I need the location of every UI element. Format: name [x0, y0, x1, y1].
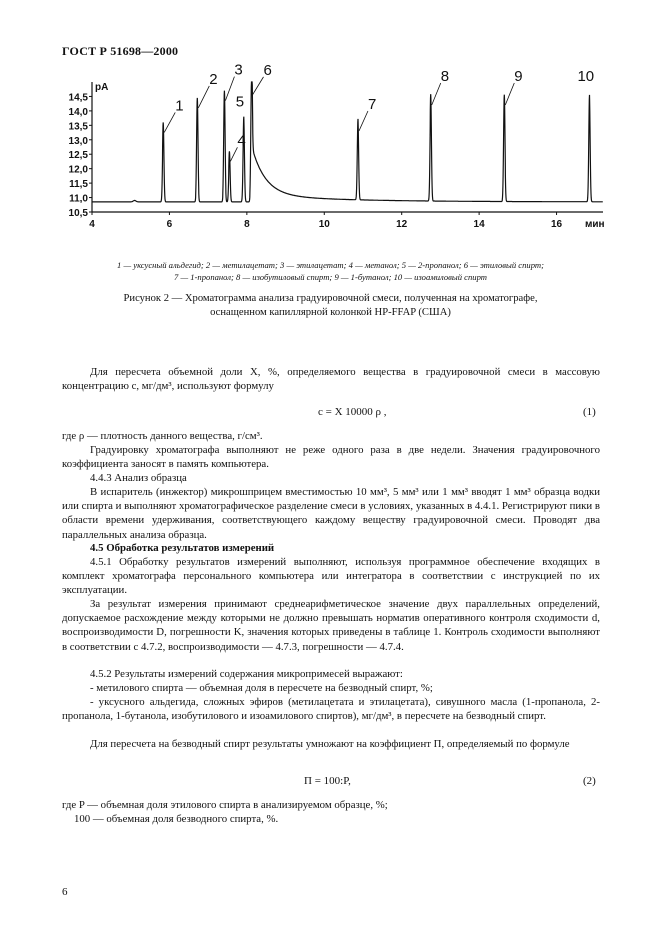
peak-label: 10 [577, 68, 595, 85]
paragraph-result: За результат измерения принимают среднеарифметическое значение двух параллельных определений, допускаемое расхождение между которыми не должно превышать норматив оперативного контроля сходимости d, воспроизводимости D, погрешности K, значения которых приведены в таблице 1. Контроль сходимости выполняют в соответствии с 4.7.2, воспроизводимости — 4.7.3, погрешности — 4.7.4. [62, 598, 600, 653]
peak-label: 7 [367, 96, 377, 113]
x-tick-label: 14 [473, 219, 485, 230]
x-tick-label: 16 [550, 219, 563, 230]
peak-label: 3 [234, 61, 243, 79]
y-tick-label: 13,0 [68, 135, 88, 147]
list-item-impurities: - уксусного альдегида, сложных эфиров (метилацетата и этилацетата), сивушного масла (1-пропанола, 2-пропанола, 1-бутанола, изобутилового и изоамилового спиртов), мг/дм³, в пересчете на безводный спирт. [62, 696, 600, 723]
subsection-4-4-3: 4.4.3 Анализ образца [90, 472, 187, 484]
peak-leader-line [198, 86, 209, 108]
peak-leader-line [252, 77, 263, 95]
equation-2: П = 100:P, [304, 775, 351, 787]
document-header: ГОСТ Р 51698—2000 [62, 44, 179, 58]
y-tick-label: 14,0 [68, 106, 88, 118]
paragraph-4-5-2: 4.5.2 Результаты измерений содержания микропримесей выражают: [90, 668, 403, 680]
peak-leader-line [225, 77, 234, 101]
x-axis-unit: мин [585, 219, 605, 230]
peak-label: 4 [237, 132, 246, 150]
y-tick-label: 14,5 [68, 92, 88, 104]
peak-leader-line [505, 83, 514, 105]
y-tick-label: 13,5 [68, 121, 88, 133]
equation-2-number: (2) [583, 775, 596, 787]
peak-label: 2 [209, 70, 218, 88]
peak-leader-line [230, 147, 237, 161]
figure-legend-line-2: 7 — 1-пропанол; 8 — изобутиловый спирт; 9 — 1-бутанол; 10 — изоамиловый спирт [174, 272, 487, 282]
peak-label: 6 [263, 61, 272, 79]
paragraph-4-5-1: 4.5.1 Обработку результатов измерений выполняют, используя программное обеспечение входящих в комплект хроматографа персонального компьютера или интегратора в соответствии с инструкцией по их эксплуатации. [62, 556, 600, 597]
chromatogram-chart [60, 61, 605, 240]
paragraph-100: 100 — объемная доля безводного спирта, %. [74, 813, 279, 825]
figure-title-line-1: Рисунок 2 — Хроматограмма анализа градуировочной смеси, полученная на хроматографе, [123, 293, 538, 304]
x-tick-label: 10 [318, 219, 330, 230]
y-tick-label: 10,5 [68, 208, 88, 219]
figure-legend-line-1: 1 — уксусный альдегид; 2 — метилацетат; 3 — этилацетат; 4 — метанол; 5 — 2-пропанол; 6 — этиловый спирт; [117, 260, 544, 270]
peak-label: 8 [440, 68, 450, 85]
y-tick-label: 12,0 [68, 164, 88, 176]
peak-leader-line [359, 111, 368, 131]
equation-1: c = X 10000 ρ , [318, 406, 387, 418]
peak-leader-line [164, 112, 175, 132]
page-number: 6 [62, 886, 68, 898]
paragraph-injection: В испаритель (инжектор) микрошприцем вместимостью 10 мм³, 5 мм³ или 1 мм³ вводят 1 мм³ образца водки или спирта и выполняют хроматографическое разделение смеси в условиях, указанных в 4.4.1. Регистрируют пики в области времени удерживания, соответствующего каждому веществу градуировочной смеси. Проводят два параллельных анализа образца. [62, 486, 600, 541]
y-tick-label: 12,5 [68, 150, 88, 162]
y-axis-unit: pA [95, 82, 109, 93]
x-tick-label: 4 [89, 219, 95, 230]
x-tick-label: 6 [166, 219, 173, 230]
paragraph-anhydrous: Для пересчета на безводный спирт результаты умножают на коэффициент П, определяемый по формуле [90, 738, 570, 750]
equation-1-number: (1) [583, 406, 596, 418]
peak-label: 9 [514, 68, 523, 85]
y-tick-label: 11,5 [69, 179, 88, 191]
paragraph-calibration: Градуировку хроматографа выполняют не реже одного раза в две недели. Значения градуировочного коэффициента заносят в память компьютера. [62, 444, 600, 471]
peak-label: 5 [235, 93, 245, 111]
peak-label: 1 [175, 97, 184, 115]
x-tick-label: 12 [396, 219, 408, 230]
x-tick-label: 8 [244, 219, 250, 230]
paragraph-where-p: где P — объемная доля этилового спирта в анализируемом образце, %; [62, 799, 388, 811]
peak-leader-line [432, 83, 441, 105]
chromatogram-trace [92, 82, 603, 202]
list-item-methanol: - метилового спирта — объемная доля в пересчете на безводный спирт, %; [90, 682, 433, 694]
paragraph-conversion: Для пересчета объемной доли X, %, определяемого вещества в градуировочной смеси в массовую концентрацию c, мг/дм³, используют формулу [62, 366, 600, 393]
figure-title-line-2: оснащенном капиллярной колонкой HP-FFAP (США) [210, 307, 451, 318]
paragraph-density: где ρ — плотность данного вещества, г/см³. [62, 430, 263, 442]
section-4-5-heading: 4.5 Обработка результатов измерений [90, 542, 275, 554]
y-tick-label: 11,0 [69, 193, 88, 205]
